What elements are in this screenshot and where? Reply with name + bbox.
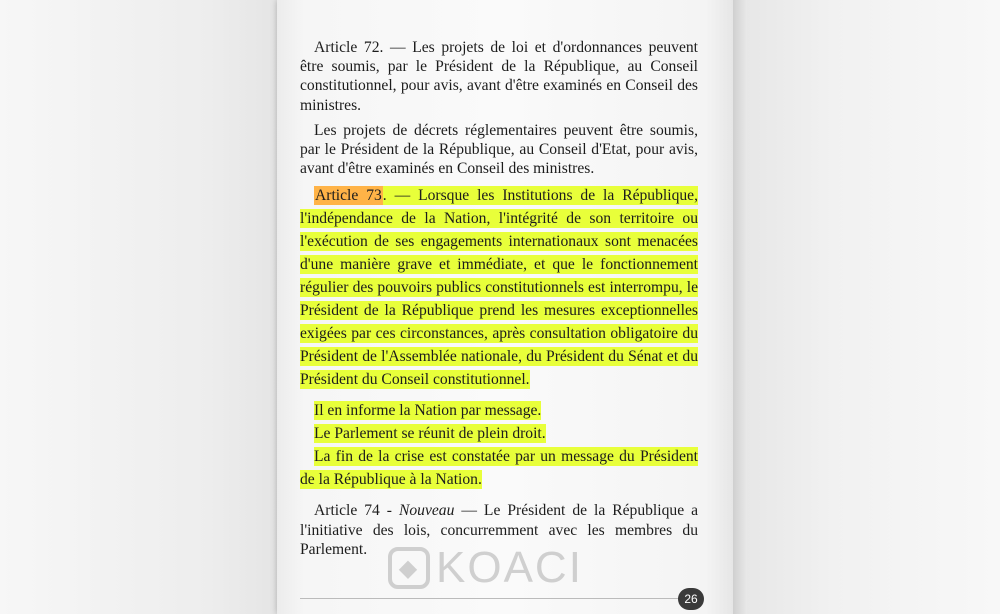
koaci-watermark bbox=[388, 540, 583, 596]
article-73-body: . — Lorsque les Institutions de la République, l'indépendance de la Nation, l'intégrité de son territoire ou l'exécution de ses engagements internationaux sont menacées d'une manière grave et immédiate, et que le fonctionnement régulier des pouvoirs publics constitutionnels est interrompu, le Président de la République prend les mesures exceptionnelles exigées par ces circonstances, après consultation obligatoire du Président de l'Assemblée nationale, du Président du Sénat et du Président du Conseil constitutionnel. bbox=[300, 187, 698, 389]
article-74-paragraph: Article 74 - Nouveau — Le Président de la République a l'initiative des lois, concurremment avec les membres du Parlement. bbox=[300, 502, 698, 558]
page-text bbox=[300, 38, 698, 565]
page-footer-rule bbox=[300, 598, 680, 599]
article-73-paragraph-4: La fin de la crise est constatée par un message du Président de la République à la Nation. bbox=[300, 448, 698, 489]
article-73-paragraph-3: Le Parlement se réunit de plein droit. bbox=[314, 425, 546, 443]
page-edge bbox=[733, 0, 747, 614]
koaci-logo-icon: ◆ bbox=[388, 547, 430, 589]
article-73-label: Article 73 bbox=[315, 187, 382, 205]
article-74-nouveau: Nouveau bbox=[398, 502, 455, 520]
article-72-paragraph-1: Article 72. — Les projets de loi et d'ordonnances peuvent être soumis, par le Président de la République, au Conseil constitutionnel, pour avis, avant d'être examinés en Conseil des ministres. bbox=[300, 39, 698, 114]
article-72-paragraph-2: Les projets de décrets réglementaires peuvent être soumis, par le Président de la République, au Conseil d'Etat, pour avis, avant d'être examinés en Conseil des ministres. bbox=[300, 121, 698, 178]
page-number: 26 bbox=[678, 588, 704, 610]
background-right bbox=[720, 0, 1000, 614]
watermark-text: KOACI bbox=[436, 543, 583, 592]
article-73-paragraph-2: Il en informe la Nation par message. bbox=[314, 402, 542, 420]
background-left bbox=[0, 0, 300, 614]
article-73-paragraph bbox=[300, 184, 698, 391]
